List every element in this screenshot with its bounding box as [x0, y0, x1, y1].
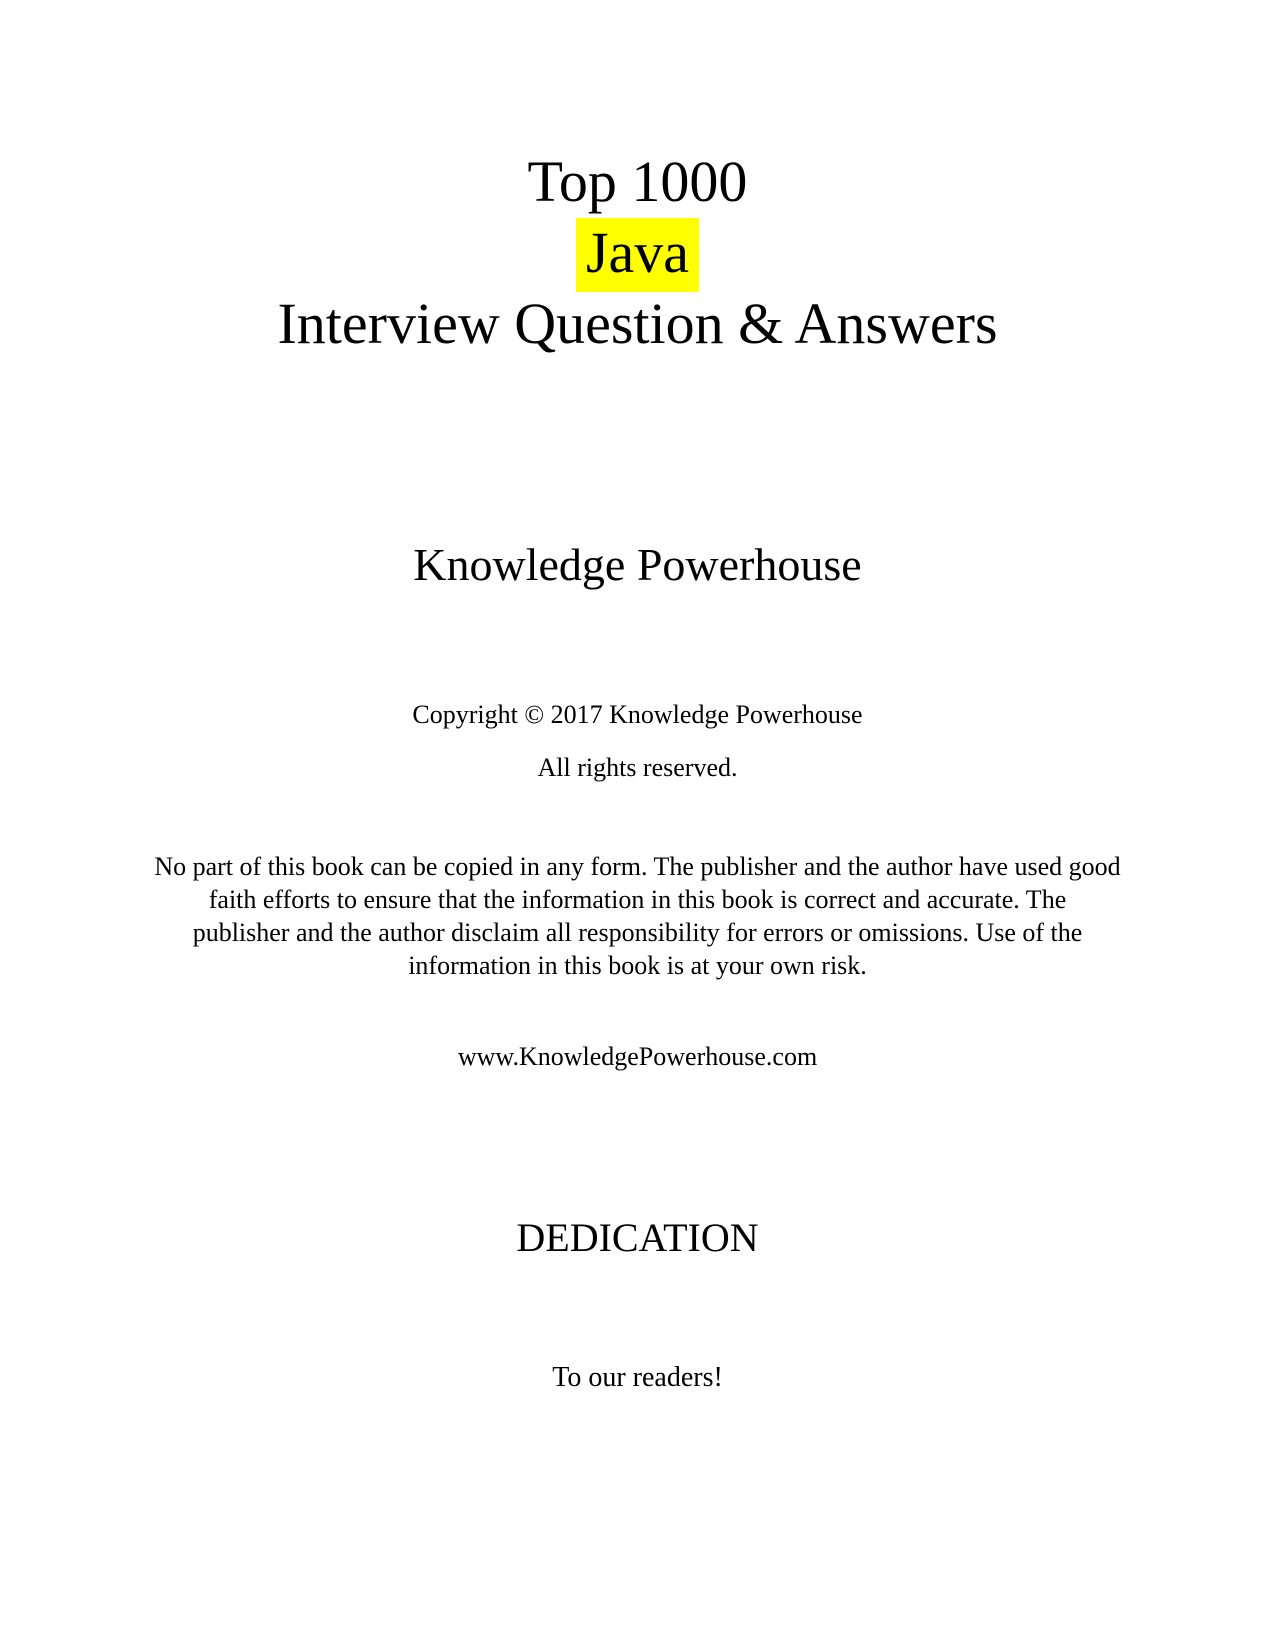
disclaimer-line-3: publisher and the author disclaim all responsibility for errors or omissions. Use of the: [192, 918, 1083, 947]
title-line-java: [0, 217, 1275, 288]
rights-reserved-text: All rights reserved.: [537, 753, 738, 782]
dedication-text: To our readers!: [552, 1362, 723, 1393]
java-highlighted-text: Java: [576, 218, 699, 292]
disclaimer-line-4: information in this book is at your own risk.: [408, 951, 867, 980]
title-line-top-1000: Top 1000: [527, 149, 748, 214]
disclaimer-line-1: No part of this book can be copied in any form. The publisher and the author have used good: [154, 852, 1121, 881]
disclaimer-paragraph: [0, 850, 1275, 982]
dedication-heading: DEDICATION: [516, 1215, 759, 1260]
title-line-interview-question-answers: Interview Question & Answers: [277, 291, 998, 356]
disclaimer-line-2: faith efforts to ensure that the information in this book is correct and accurate. The: [208, 885, 1067, 914]
copyright-notice: Copyright © 2017 Knowledge Powerhouse: [412, 700, 863, 729]
author-name: Knowledge Powerhouse: [413, 539, 862, 590]
book-title: [0, 146, 1275, 359]
publisher-website-url: www.KnowledgePowerhouse.com: [457, 1042, 818, 1071]
